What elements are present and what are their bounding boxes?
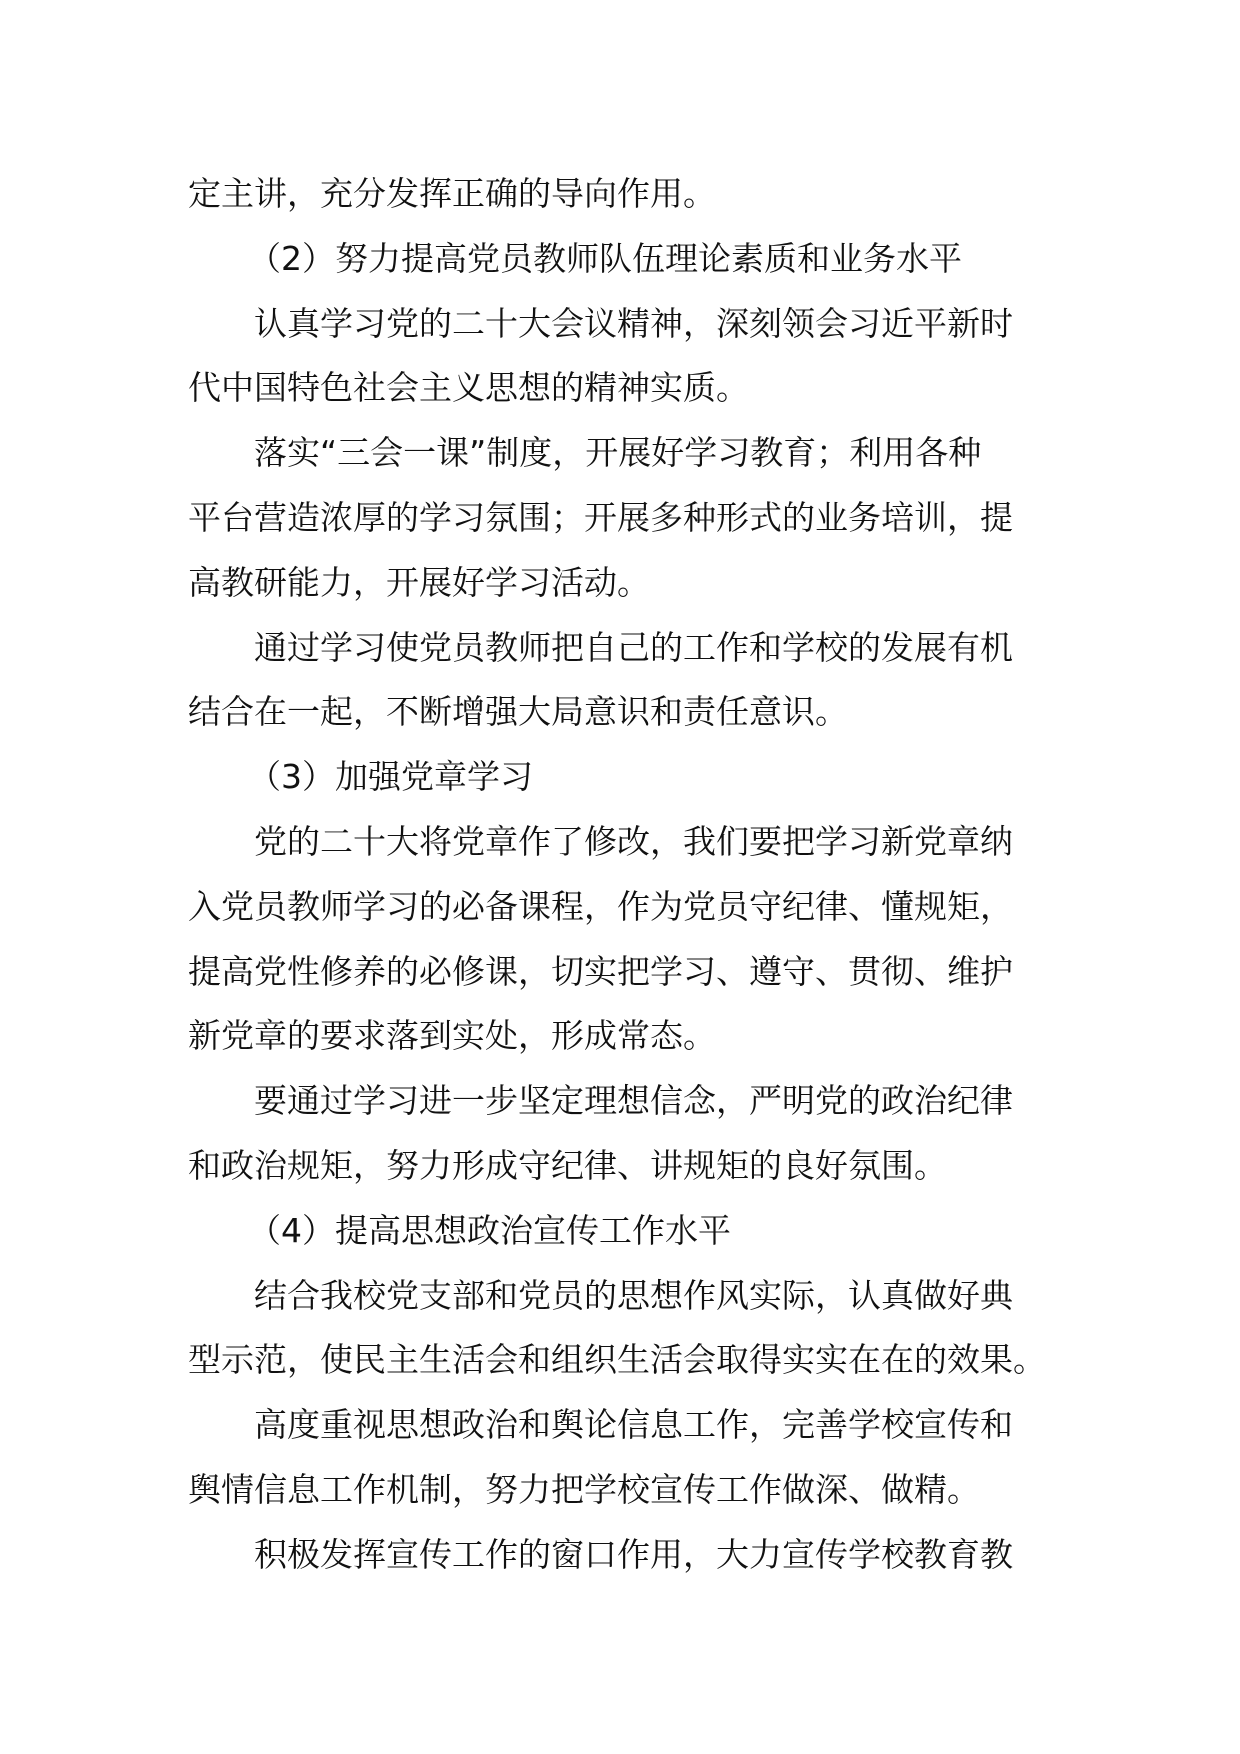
text-line: 结合我校党支部和党员的思想作风实际，认真做好典 <box>254 1275 1013 1315</box>
document-body <box>188 162 1068 1588</box>
text-line: 通过学习使党员教师把自己的工作和学校的发展有机 <box>254 627 1013 667</box>
text-line: 提高党性修养的必修课，切实把学习、遵守、贯彻、维护 <box>188 951 1013 991</box>
section-heading-2: （2）努力提高党员教师队伍理论素质和业务水平 <box>248 238 962 278</box>
text-line: 入党员教师学习的必备课程，作为党员守纪律、懂规矩， <box>188 886 1013 926</box>
text-line: 落实“三会一课”制度，开展好学习教育；利用各种 <box>254 433 982 473</box>
text-line: 高教研能力，开展好学习活动。 <box>188 562 650 602</box>
text-line: 结合在一起，不断增强大局意识和责任意识。 <box>188 692 848 732</box>
text-line: 认真学习党的二十大会议精神，深刻领会习近平新时 <box>254 303 1013 343</box>
text-line: 党的二十大将党章作了修改，我们要把学习新党章纳 <box>254 821 1013 861</box>
text-line: 要通过学习进一步坚定理想信念，严明党的政治纪律 <box>254 1081 1013 1121</box>
section-heading-3: （3）加强党章学习 <box>248 757 533 797</box>
text-line: 积极发挥宣传工作的窗口作用，大力宣传学校教育教 <box>254 1534 1013 1574</box>
text-line: 平台营造浓厚的学习氛围；开展多种形式的业务培训，提 <box>188 497 1013 537</box>
text-line: 高度重视思想政治和舆论信息工作，完善学校宣传和 <box>254 1405 1013 1445</box>
text-line: 代中国特色社会主义思想的精神实质。 <box>188 368 749 408</box>
text-line: 舆情信息工作机制，努力把学校宣传工作做深、做精。 <box>188 1469 980 1509</box>
text-line: 定主讲，充分发挥正确的导向作用。 <box>188 174 716 213</box>
text-line: 新党章的要求落到实处，形成常态。 <box>188 1016 716 1056</box>
text-line: 和政治规矩，努力形成守纪律、讲规矩的良好氛围。 <box>188 1145 947 1185</box>
text-line: 型示范，使民主生活会和组织生活会取得实实在在的效果。 <box>188 1340 1046 1380</box>
section-heading-4: （4）提高思想政治宣传工作水平 <box>248 1210 731 1250</box>
